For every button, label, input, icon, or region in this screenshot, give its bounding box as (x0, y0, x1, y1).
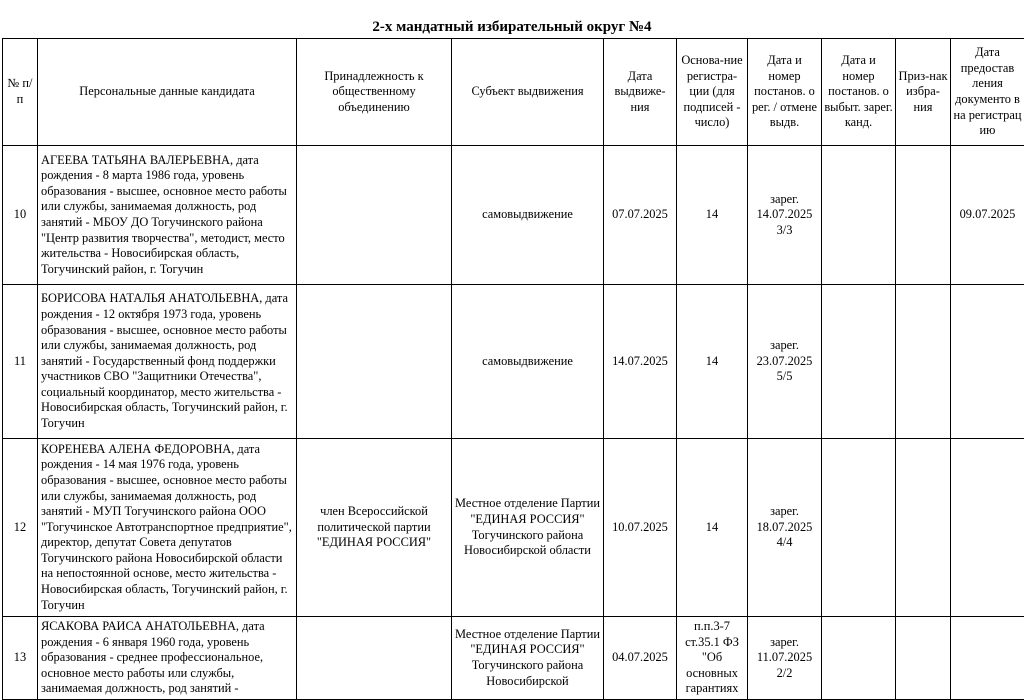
cell-docs-date (951, 617, 1024, 700)
cell-basis: 14 (677, 285, 748, 439)
cell-withdrawal (822, 146, 896, 285)
cell-nomination-date: 04.07.2025 (604, 617, 677, 700)
cell-withdrawal (822, 439, 896, 617)
cell-subject: самовыдвижение (452, 146, 604, 285)
col-header-elected-flag: Приз-нак избра-ния (896, 39, 951, 146)
cell-elected-flag (896, 146, 951, 285)
cell-person: БОРИСОВА НАТАЛЬЯ АНАТОЛЬЕВНА, дата рождения - 12 октября 1973 года, уровень образования - высшее, основное место работы или службы, занимаемая должность, род занятий - Государственный фонд поддержки участников СВО "Защитники Отечества", социальный координатор, место жительства - Новосибирская область, Тогучинский район, г. Тогучин (38, 285, 297, 439)
cell-subject: Местное отделение Партии "ЕДИНАЯ РОССИЯ" Тогучинского района Новосибирской (452, 617, 604, 700)
cell-person: ЯСАКОВА РАИСА АНАТОЛЬЕВНА, дата рождения - 6 января 1960 года, уровень образования - среднее профессиональное, основное место работы или службы, занимаемая должность, род занятий - (38, 617, 297, 700)
cell-elected-flag (896, 439, 951, 617)
cell-nomination-date: 10.07.2025 (604, 439, 677, 617)
table-header-row (3, 39, 1024, 146)
col-header-withdrawal: Дата и номер постанов. о выбыт. зарег. канд. (822, 39, 896, 146)
cell-reg-decision: зарег. 14.07.2025 3/3 (748, 146, 822, 285)
cell-withdrawal (822, 617, 896, 700)
cell-basis: 14 (677, 439, 748, 617)
cell-num: 13 (3, 617, 38, 700)
cell-person: КОРЕНЕВА АЛЕНА ФЕДОРОВНА, дата рождения - 14 мая 1976 года, уровень образования - высшее, основное место работы или службы, занимаемая должность, род занятий - МУП Тогучинского района ООО "Тогучинское Автотранспортное предприятие", директор, депутат Совета депутатов Тогучинского района Новосибирской области на непостоянной основе, место жительства - Новосибирская область, Тогучинский район, г. Тогучин (38, 439, 297, 617)
cell-withdrawal (822, 285, 896, 439)
cell-elected-flag (896, 285, 951, 439)
table-row (3, 439, 1024, 617)
col-header-affiliation: Принадлежность к общественному объединению (297, 39, 452, 146)
cell-subject: самовыдвижение (452, 285, 604, 439)
table-row (3, 146, 1024, 285)
candidates-table (2, 38, 1024, 700)
cell-reg-decision: зарег. 18.07.2025 4/4 (748, 439, 822, 617)
table-row (3, 285, 1024, 439)
cell-num: 10 (3, 146, 38, 285)
cell-num: 12 (3, 439, 38, 617)
table-row (3, 617, 1024, 700)
cell-docs-date (951, 439, 1024, 617)
cell-nomination-date: 07.07.2025 (604, 146, 677, 285)
cell-nomination-date: 14.07.2025 (604, 285, 677, 439)
cell-basis: п.п.3-7 ст.35.1 ФЗ "Об основных гарантиях (677, 617, 748, 700)
cell-affiliation (297, 146, 452, 285)
cell-basis: 14 (677, 146, 748, 285)
page-title: 2-х мандатный избирательный округ №4 (0, 18, 1024, 36)
cell-docs-date (951, 285, 1024, 439)
col-header-nomination-date: Дата выдвиже-ния (604, 39, 677, 146)
cell-affiliation (297, 285, 452, 439)
cell-affiliation: член Всероссийской политической партии "ЕДИНАЯ РОССИЯ" (297, 439, 452, 617)
col-header-subject: Субъект выдвижения (452, 39, 604, 146)
col-header-person: Персональные данные кандидата (38, 39, 297, 146)
col-header-reg-decision: Дата и номер постанов. о рег. / отмене выдв. (748, 39, 822, 146)
cell-reg-decision: зарег. 11.07.2025 2/2 (748, 617, 822, 700)
cell-person: АГЕЕВА ТАТЬЯНА ВАЛЕРЬЕВНА, дата рождения - 8 марта 1986 года, уровень образования - высшее, основное место работы или службы, занимаемая должность, род занятий - МБОУ ДО Тогучинского района "Центр развития творчества", методист, место жительства - Новосибирская область, Тогучинский район, г. Тогучин (38, 146, 297, 285)
cell-affiliation (297, 617, 452, 700)
cell-elected-flag (896, 617, 951, 700)
cell-docs-date: 09.07.2025 (951, 146, 1024, 285)
col-header-num: № п/п (3, 39, 38, 146)
col-header-basis: Основа-ние регистра-ции (для подписей - число) (677, 39, 748, 146)
cell-subject: Местное отделение Партии "ЕДИНАЯ РОССИЯ" Тогучинского района Новосибирской области (452, 439, 604, 617)
cell-reg-decision: зарег. 23.07.2025 5/5 (748, 285, 822, 439)
col-header-docs-date: Дата предостав ления документо в на регистрац ию (951, 39, 1024, 146)
cell-num: 11 (3, 285, 38, 439)
